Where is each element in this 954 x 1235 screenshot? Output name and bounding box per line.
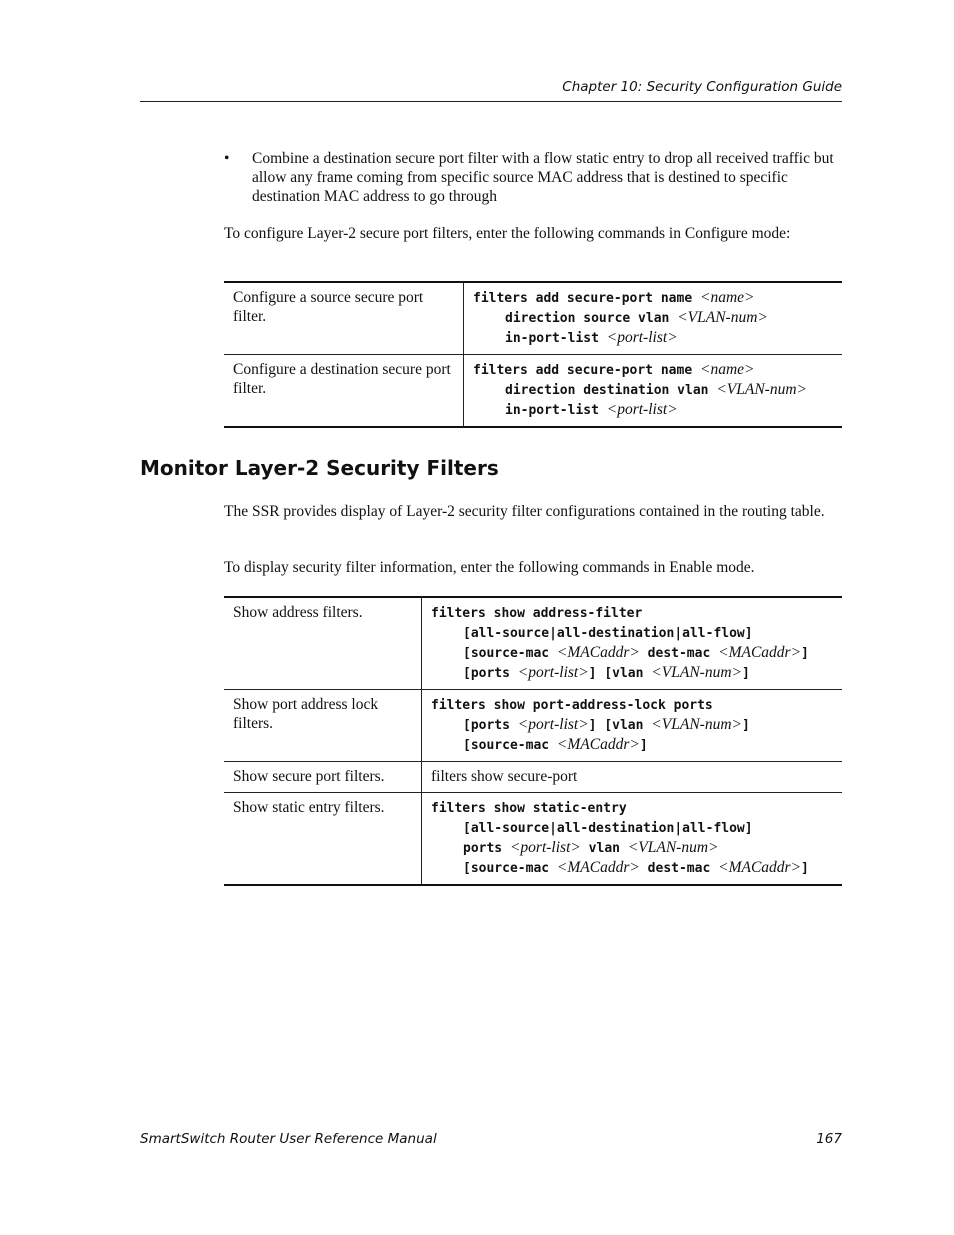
command-argument: <port-list> xyxy=(509,839,581,856)
command-keyword: dest-mac xyxy=(639,861,719,876)
page-number: 167 xyxy=(816,1131,842,1147)
table-row xyxy=(224,597,842,690)
command-keyword: in-port-list xyxy=(505,403,607,418)
row-description: Show static entry filters. xyxy=(224,793,422,886)
command-argument: <VLAN-num> xyxy=(651,664,742,681)
command-keyword: [source-mac xyxy=(463,738,557,753)
row-command xyxy=(422,597,843,690)
command-keyword: ] xyxy=(639,738,648,753)
command-keyword: [all-source|all-destination|all-flow] xyxy=(463,821,753,836)
enable-commands-table xyxy=(224,596,842,886)
command-argument: <VLAN-num> xyxy=(716,381,807,398)
table-row xyxy=(224,762,842,793)
command-keyword: vlan xyxy=(580,841,628,856)
row-description: Configure a source secure port filter. xyxy=(224,282,464,355)
command-keyword: in-port-list xyxy=(505,331,607,346)
table-row xyxy=(224,793,842,886)
command-keyword: direction source vlan xyxy=(505,311,678,326)
command-argument: <port-list> xyxy=(517,716,589,733)
command-argument: <MACaddr> xyxy=(718,644,802,661)
section-heading: Monitor Layer-2 Security Filters xyxy=(140,456,499,480)
command-keyword: [source-mac xyxy=(463,646,557,661)
table-row xyxy=(224,282,842,355)
command-keyword: ] xyxy=(801,646,809,661)
command-argument: <name> xyxy=(699,289,755,306)
command-argument: <MACaddr> xyxy=(556,736,640,753)
row-command xyxy=(464,282,843,355)
command-argument: <name> xyxy=(699,361,755,378)
command-keyword: filters add secure-port name xyxy=(473,363,700,378)
command-keyword: filters show static-entry xyxy=(431,801,627,816)
command-argument: <VLAN-num> xyxy=(677,309,768,326)
command-keyword: ] xyxy=(741,718,750,733)
bullet-item xyxy=(224,149,844,206)
command-keyword: filters add secure-port name xyxy=(473,291,700,306)
row-description: Show secure port filters. xyxy=(224,762,422,793)
command-argument: <MACaddr> xyxy=(556,644,640,661)
command-keyword: filters show address-filter xyxy=(431,606,643,621)
command-keyword: [ports xyxy=(463,718,518,733)
bullet-symbol: • xyxy=(224,150,230,167)
row-command xyxy=(422,793,843,886)
command-keyword: ports xyxy=(463,841,510,856)
footer-manual-title: SmartSwitch Router User Reference Manual xyxy=(140,1131,437,1147)
command-keyword: direction destination vlan xyxy=(505,383,717,398)
command-keyword: ] [vlan xyxy=(588,718,652,733)
command-argument: <VLAN-num> xyxy=(651,716,742,733)
command-argument: <port-list> xyxy=(606,401,678,418)
row-description: Show port address lock filters. xyxy=(224,690,422,762)
command-text: filters show secure-port xyxy=(431,768,578,785)
command-keyword: ] xyxy=(801,861,809,876)
command-keyword: [ports xyxy=(463,666,518,681)
command-keyword: ] [vlan xyxy=(588,666,652,681)
table-row xyxy=(224,355,842,428)
command-keyword: [source-mac xyxy=(463,861,557,876)
command-keyword: dest-mac xyxy=(639,646,719,661)
configure-intro-paragraph: To configure Layer-2 secure port filters, enter the following commands in Configure mode: xyxy=(224,225,791,242)
enable-intro-paragraph: To display security filter information, enter the following commands in Enable mode. xyxy=(224,559,755,576)
row-description: Show address filters. xyxy=(224,597,422,690)
command-argument: <port-list> xyxy=(517,664,589,681)
command-keyword: filters show port-address-lock ports xyxy=(431,698,713,713)
configure-commands-table xyxy=(224,281,842,428)
command-argument: <VLAN-num> xyxy=(627,839,719,856)
running-header: Chapter 10: Security Configuration Guide xyxy=(562,79,842,95)
command-argument: <port-list> xyxy=(606,329,678,346)
table-row xyxy=(224,690,842,762)
row-command xyxy=(422,690,843,762)
row-command xyxy=(464,355,843,428)
command-argument: <MACaddr> xyxy=(556,859,640,876)
row-command xyxy=(422,762,843,793)
row-description: Configure a destination secure port filter. xyxy=(224,355,464,428)
command-keyword: [all-source|all-destination|all-flow] xyxy=(463,626,753,641)
bullet-text: Combine a destination secure port filter with a flow static entry to drop all received traffic but allow any frame coming from specific source MAC address that is destined to specific destination MAC address to go through xyxy=(252,150,834,205)
command-argument: <MACaddr> xyxy=(718,859,802,876)
monitor-intro-paragraph: The SSR provides display of Layer-2 security filter configurations contained in the routing table. xyxy=(224,503,825,520)
command-keyword: ] xyxy=(741,666,750,681)
header-rule xyxy=(140,101,842,102)
